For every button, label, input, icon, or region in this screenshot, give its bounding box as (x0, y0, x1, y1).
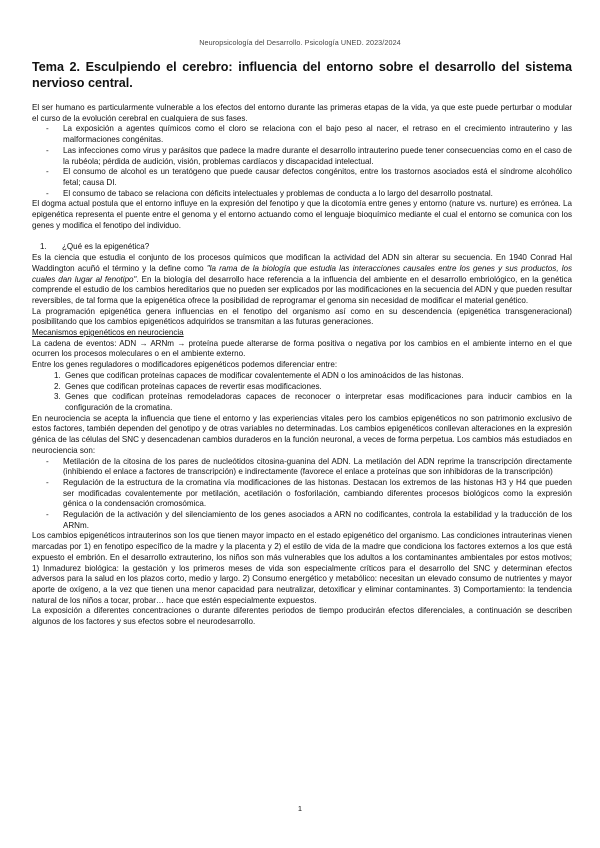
changes-bullet-list (32, 457, 572, 532)
list-item: - El consumo de alcohol es un teratógeno que puede causar defectos congénitos, entre los trastornos asociados está el síndrome alcohólico fetal; causa DI. (63, 167, 572, 188)
list-item: - Metilación de la citosina de los pares de nucleótidos citosina-guanina del ADN. La metilación del ADN reprime la transcripción directamente (inhibiendo el enlace a factores de transcripción) e indirectamente (favorece el enlace a proteínas que son inhibidoras de la transcripción) (63, 457, 572, 478)
list-item: 1. Genes que codifican proteínas capaces de modificar covalentemente el ADN o los aminoácidos de las histonas. (63, 371, 572, 382)
dogma-paragraph: El dogma actual postula que el entorno influye en la expresión del fenotipo y que la dicotomía entre genes y entorno (nature vs. nurture) es errónea. La epigenética representa el puente entre el genoma y el entorno actuando como el lenguaje bioquímico mediante el cual el entorno se comunica con los genes y modifica el fenotipo del individuo. (32, 199, 572, 230)
list-item: 3. Genes que codifican proteínas remodeladoras capaces de reconocer o interpretar esas modificaciones para inducir cambios en la configuración de la cromatina. (63, 392, 572, 413)
section-heading-text: ¿Qué es la epigenética? (62, 242, 150, 252)
chain-paragraph: La cadena de eventos: ADN → ARNm → proteína puede alterarse de forma positiva o negativa por los cambios en el ambiente interno en el que ocurren los procesos moleculares o en el ambiente externo. (32, 338, 572, 359)
exposure-paragraph: La exposición a diferentes concentraciones o durante diferentes periodos de tiempo producirán efectos diferenciales, a continuación se describen algunos de los factores y sus efectos sobre el neurodesarrollo. (32, 606, 572, 627)
list-item: - El consumo de tabaco se relaciona con déficits intelectuales y problemas de conducta a lo largo del desarrollo postnatal. (63, 189, 572, 200)
subheading: Mecanismos epigenéticos en neurociencia (32, 328, 184, 338)
definition-text: Es la ciencia que estudia el conjunto de los procesos químicos que modifican la actividad del ADN sin alterar su secuencia. En 1940 Conrad Hal Waddington acuñó el término y la define como (32, 253, 572, 273)
document-title: Tema 2. Esculpiendo el cerebro: influencia del entorno sobre el desarrollo del sistema nervioso central. (32, 60, 572, 90)
list-item: - Regulación de la estructura de la cromatina vía modificaciones de las histonas. Destacan los extremos de las histonas H3 y H4 que pueden ser modificadas covalentemente por metilación, acetilación o fosforilación, cambiando diferentes procesos biológicos como la expresión génica o la condensación cromosómica. (63, 478, 572, 510)
document-body (32, 103, 572, 628)
list-item: - Regulación de la activación y del silenciamiento de los genes asociados a ARN no codificantes, controla la estabilidad y la traducción de los ARNm. (63, 510, 572, 531)
genes-intro-paragraph: Entre los genes reguladores o modificadores epigenéticos podemos diferenciar entre: (32, 360, 338, 370)
list-item: - Las infecciones como virus y parásitos que padece la madre durante el desarrollo intrauterino puede tener consecuencias como en el caso de la rubéola; pérdida de audición, visión, problemas cardíacos y discapacidad intelectual. (63, 146, 572, 167)
page-number: 1 (297, 804, 303, 813)
list-item: 2. Genes que codifican proteínas capaces de revertir esas modificaciones. (63, 382, 572, 393)
neuroscience-paragraph: En neurociencia se acepta la influencia que tiene el entorno y las experiencias vitales pero los cambios epigenéticos no son patrimonio exclusivo de estos factores, también dependen del genotipo y de otras variables no determinadas. Los cambios epigenéticos conllevan alteraciones en la expresión génica de las células del SNC y desencadenan cambios duraderos en la función neuronal, a veces de forma perpetua. Los cambios más estudiados en neurociencia son: (32, 413, 572, 455)
intrauterine-paragraph: Los cambios epigenéticos intrauterinos son los que tienen mayor impacto en el estado epigenético del organismo. Las condiciones intrauterinas vienen marcadas por 1) en fenotipo específico de la madre y la placenta y 2) el estilo de vida de la madre que condiciona los factores externos a los que está expuesto el embrión. En el desarrollo extrauterino, los niños son más vulnerables que los adultos a los contaminantes ambientales por estos motivos; 1) Inmadurez biológica: la gestación y los primeros meses de vida son especialmente críticos para el desarrollo del SNC y determinan efectos adversos para la salud en los plazos corto, medio y largo. 2) Consumo energético y metabólico: necesitan un elevado consumo de nutrientes y mayor aporte de oxígeno, a la vez que tienen una menor capacidad para neutralizar, detoxificar y eliminar contaminantes. 3) Comportamiento: la tendencia natural de los niños a tocar, probar… hace que estén especialmente expuestos. (32, 531, 572, 605)
programming-paragraph: La programación epigenética genera influencias en el fenotipo del organismo así como en su descendencia (epigenética transgeneracional) posibilitando que los cambios epigenéticos adquiridos se transmitan a las futuras generaciones. (32, 306, 572, 327)
definition-text-cont: . En la biología del desarrollo hace referencia a la influencia del ambiente en el desarrollo embriológico, en la genética comprende el estudio de los cambios hereditarios que no pueden ser explicados por las modificaciones en la secuencia del ADN y que pueden resultar reversibles, de tal forma que la epigenética ofrece la posibilidad de reprogramar el genoma sin necesidad de modificar el material genético. (32, 274, 572, 305)
section-heading (32, 242, 572, 253)
running-header: Neuropsicología del Desarrollo. Psicología UNED. 2023/2024 (199, 38, 401, 47)
list-item: - La exposición a agentes químicos como el cloro se relaciona con el bajo peso al nacer, el retraso en el crecimiento intrauterino y las malformaciones congénitas. (63, 124, 572, 145)
waddington-quote: "la rama de la biología que estudia las interacciones causales entre los genes y sus productos, los cuales dan lugar al fenotipo" (32, 263, 572, 284)
section-number: 1. (40, 242, 47, 252)
genes-numbered-list (32, 371, 572, 414)
definition-paragraph (32, 253, 572, 307)
intro-paragraph: El ser humano es particularmente vulnerable a los efectos del entorno durante las primeras etapas de la vida, ya que este puede perturbar o modular el curso de la evolución cerebral en cualquiera de sus fases. (32, 103, 572, 123)
intro-bullet-list (32, 124, 572, 199)
